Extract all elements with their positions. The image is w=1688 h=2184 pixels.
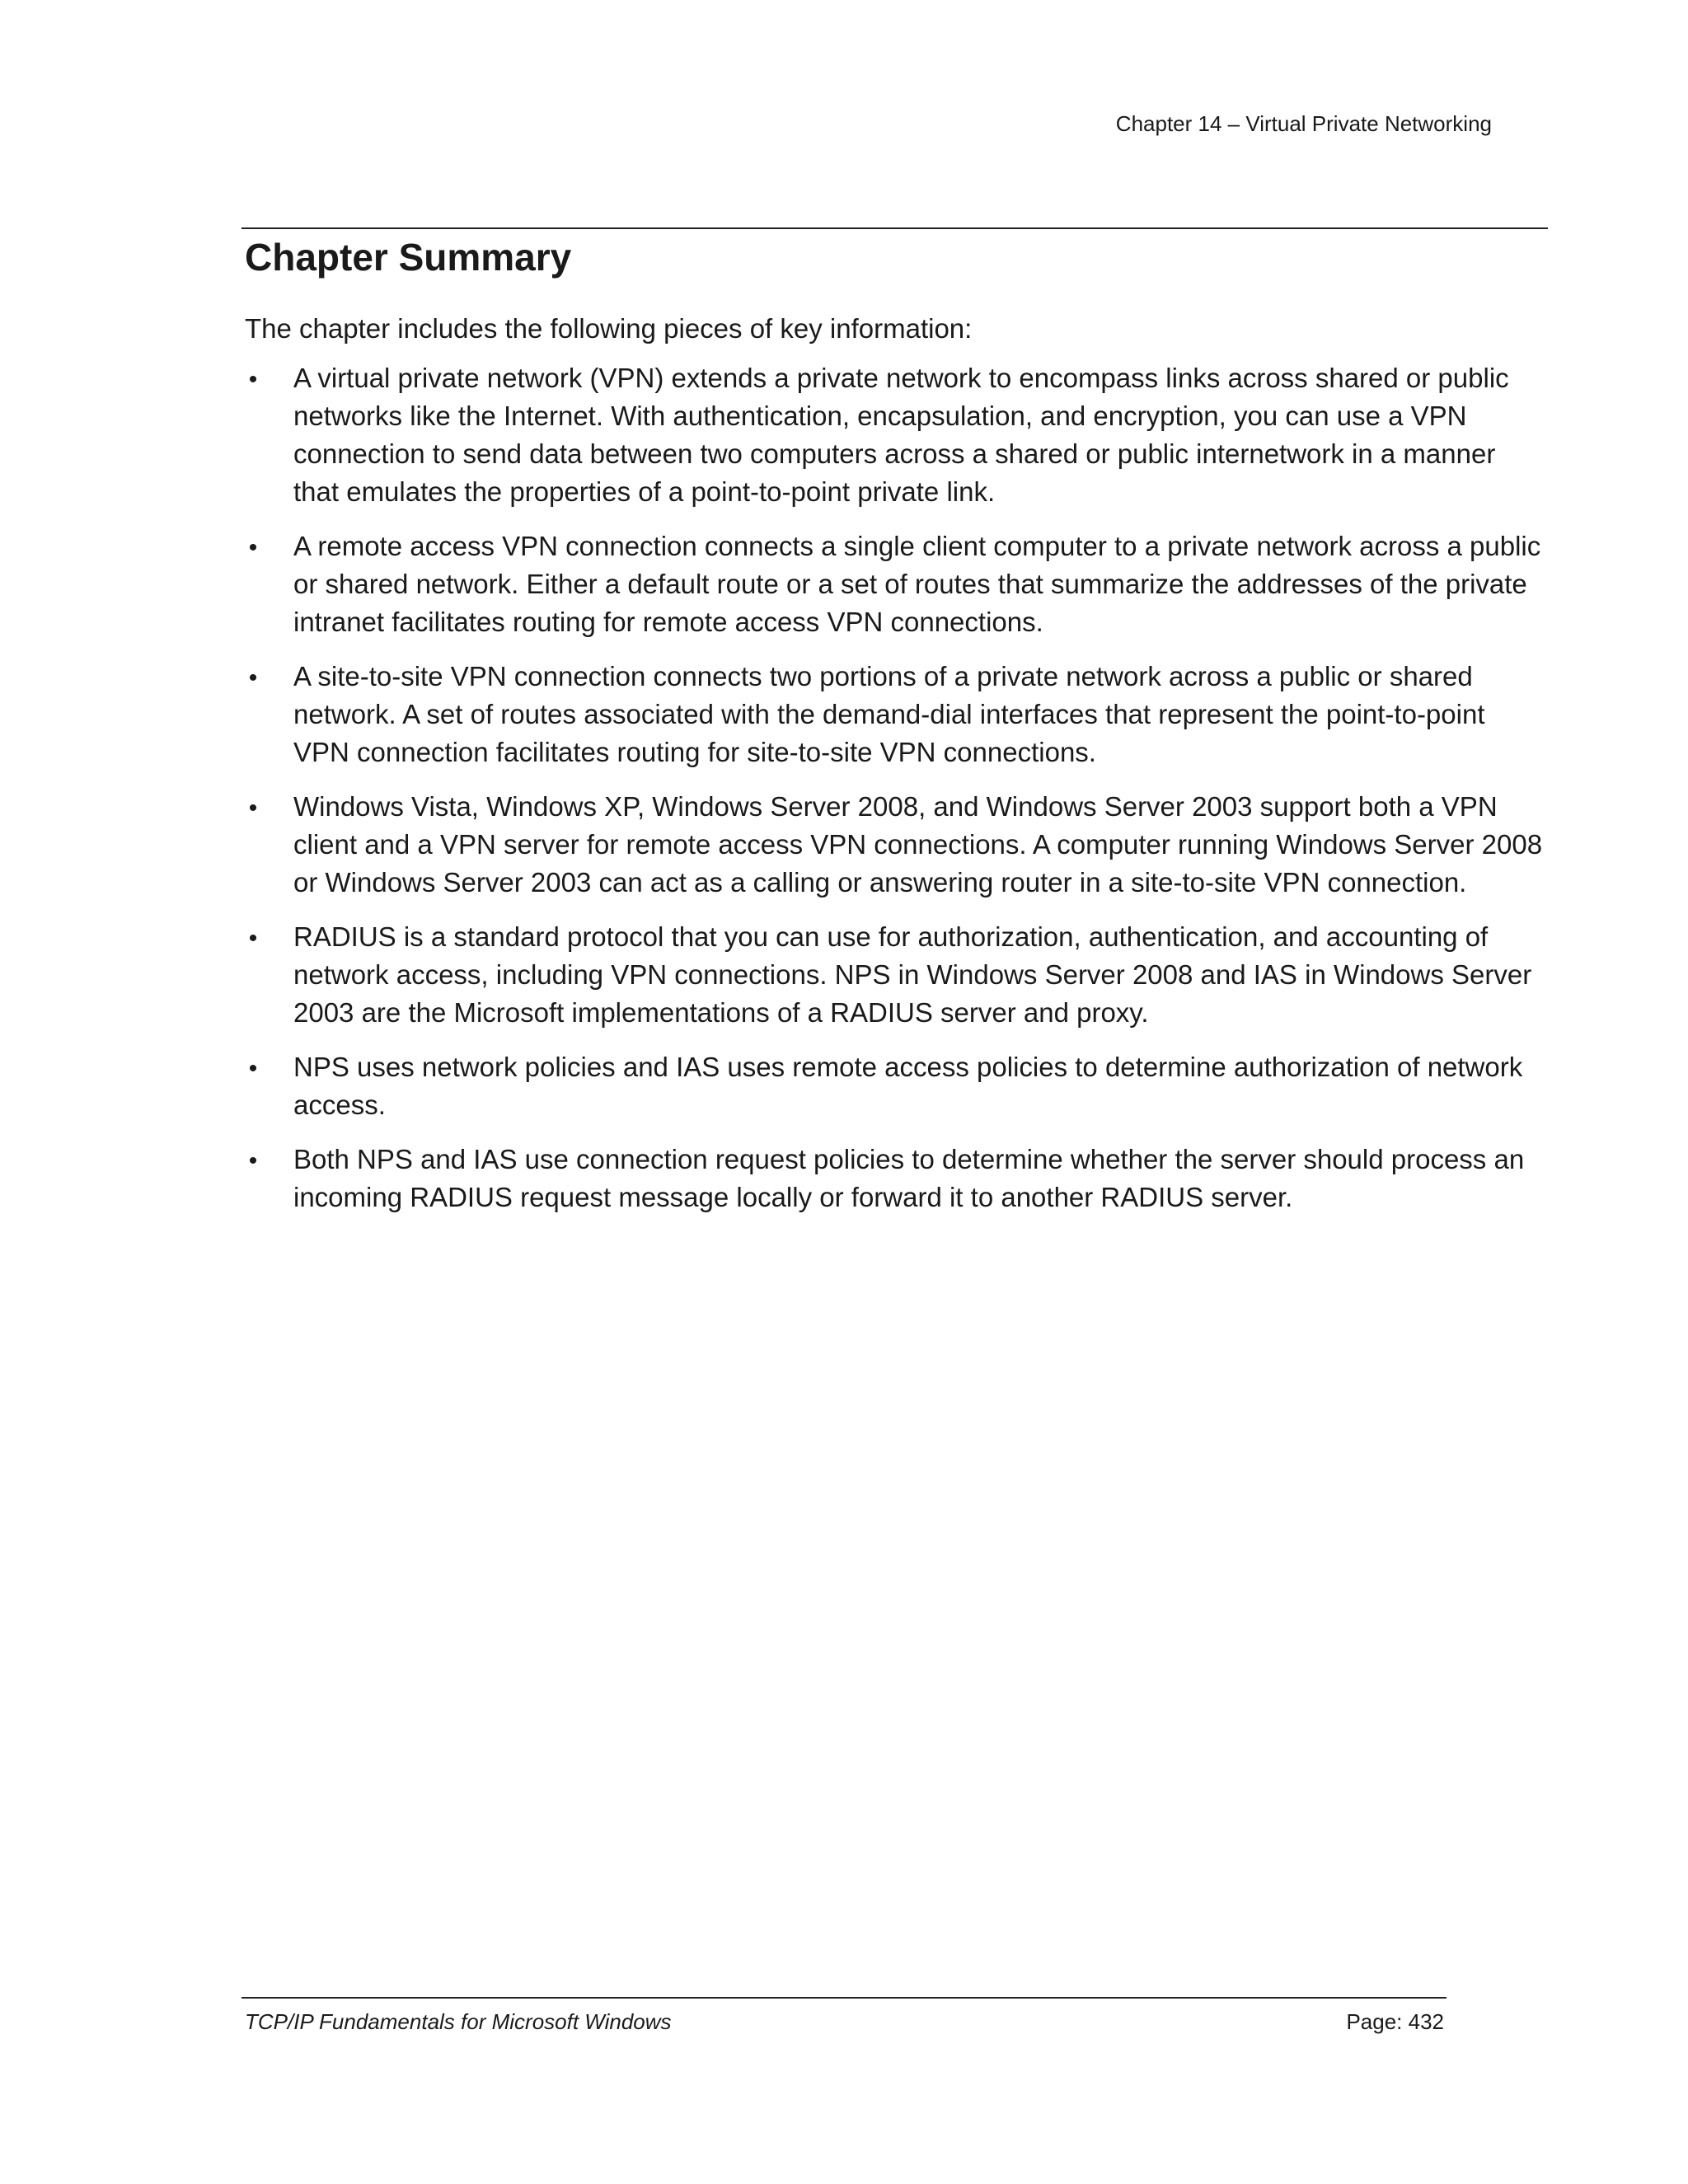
summary-bullet-item: [245, 1141, 1547, 1216]
summary-bullet-text: A virtual private network (VPN) extends a private network to encompass links across shared or public networks like the Internet. With authentication, encapsulation, and encryption, you can use a VPN connection to send data between two computers across a shared or public internetwork in a manner that emulates the properties of a point-to-point private link.: [293, 363, 1509, 507]
bullet-dot-icon: [245, 788, 261, 827]
bullet-dot-icon: [245, 1048, 261, 1088]
summary-bullet-text: NPS uses network policies and IAS uses remote access policies to determine authorization of network access.: [293, 1052, 1523, 1120]
summary-bullet-item: [245, 359, 1547, 511]
summary-bullet-text: A remote access VPN connection connects a single client computer to a private network across a public or shared network. Either a default route or a set of routes that summarize the addresses of the private intranet facilitates routing for remote access VPN connections.: [293, 531, 1541, 637]
summary-bullet-item: [245, 527, 1547, 641]
bullet-dot-icon: [245, 918, 261, 958]
footer-book-title: TCP/IP Fundamentals for Microsoft Windows: [245, 2009, 672, 2034]
summary-bullet-item: [245, 658, 1547, 771]
summary-bullet-text: Both NPS and IAS use connection request policies to determine whether the server should process an incoming RADIUS request message locally or forward it to another RADIUS server.: [293, 1144, 1525, 1212]
bullet-dot-icon: [245, 1141, 261, 1180]
section-title: Chapter Summary: [245, 236, 572, 279]
summary-bullet-text: Windows Vista, Windows XP, Windows Server 2008, and Windows Server 2003 support both a VPN client and a VPN server for remote access VPN connections. A computer running Windows Server 2008 or Windows Server 2003 can act as a calling or answering router in a site-to-site VPN connection.: [293, 791, 1543, 898]
running-header: Chapter 14 – Virtual Private Networking: [1115, 111, 1492, 136]
bullet-dot-icon: [245, 359, 261, 399]
footer-rule: [241, 1997, 1447, 1999]
summary-bullet-text: RADIUS is a standard protocol that you can use for authorization, authentication, and accounting of network access, including VPN connections. NPS in Windows Server 2008 and IAS in Windows Server 2003 are the Microsoft implementations of a RADIUS server and proxy.: [293, 921, 1532, 1028]
header-rule: [241, 227, 1548, 229]
footer-page-number: Page: 432: [1346, 2009, 1444, 2034]
summary-bullet-list: [245, 359, 1547, 1233]
summary-bullet-item: [245, 918, 1547, 1032]
summary-bullet-item: [245, 788, 1547, 902]
bullet-dot-icon: [245, 527, 261, 567]
summary-bullet-text: A site-to-site VPN connection connects two portions of a private network across a public or shared network. A set of routes associated with the demand-dial interfaces that represent the point-to-point VPN connection facilitates routing for site-to-site VPN connections.: [293, 661, 1485, 767]
summary-bullet-item: [245, 1048, 1547, 1124]
bullet-dot-icon: [245, 658, 261, 697]
intro-paragraph: The chapter includes the following pieces of key information:: [245, 313, 973, 344]
